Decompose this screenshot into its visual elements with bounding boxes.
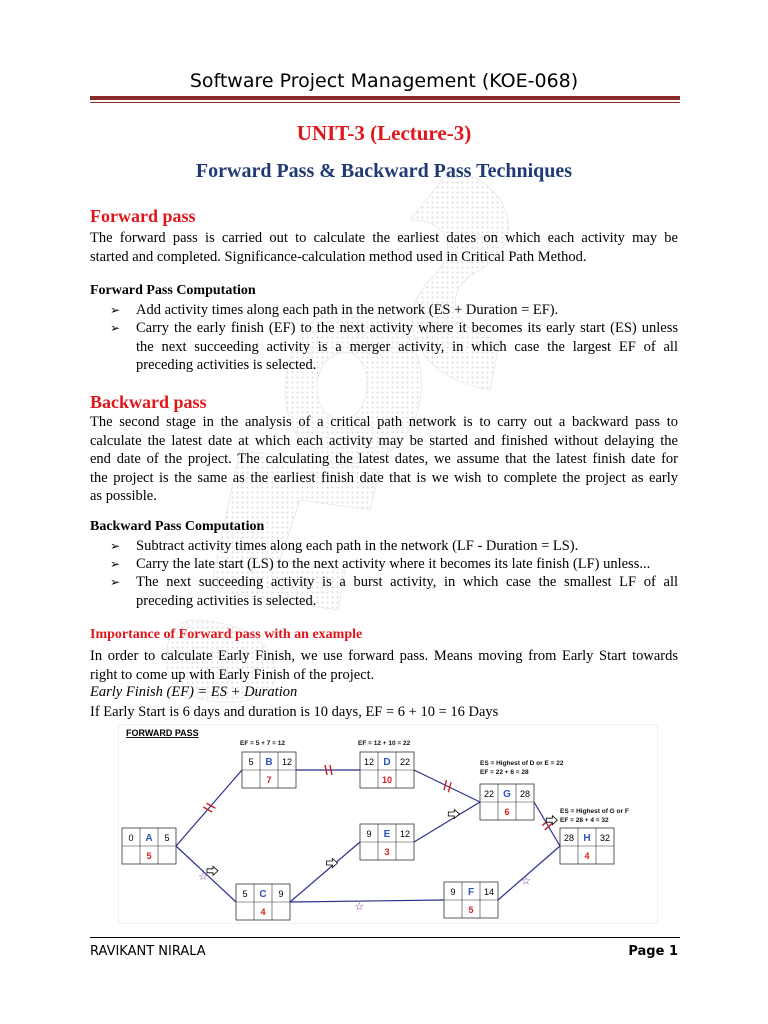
forward-computation-heading: Forward Pass Computation bbox=[90, 283, 256, 298]
node-f bbox=[444, 882, 498, 918]
backward-pass-paragraph bbox=[90, 413, 678, 506]
early-finish-formula: Early Finish (EF) = ES + Duration bbox=[90, 684, 298, 700]
note-g-ef: EF = 22 + 6 = 28 bbox=[480, 769, 529, 776]
header-rule-thin bbox=[90, 102, 680, 103]
star-icon: ☆ bbox=[520, 874, 531, 888]
paragraph-line: calculate the latest date at which each activity may be started and finished without delaying the bbox=[90, 432, 678, 449]
node-early-start: 0 bbox=[128, 833, 134, 843]
bullet-arrow-icon: ➢ bbox=[110, 575, 121, 589]
forward-pass-paragraph bbox=[90, 229, 678, 266]
node-early-start: 9 bbox=[450, 887, 456, 897]
node-duration: 5 bbox=[468, 905, 474, 915]
node-a bbox=[122, 828, 176, 864]
node-early-finish: 12 bbox=[399, 829, 411, 839]
node-early-finish: 32 bbox=[599, 833, 611, 843]
bullet-line: preceding activities is selected. bbox=[136, 357, 317, 373]
note-d: EF = 12 + 10 = 22 bbox=[358, 740, 411, 747]
bullet-line: Add activity times along each path in the network (ES + Duration = EF). bbox=[136, 302, 559, 318]
node-activity-letter: C bbox=[259, 889, 267, 900]
node-e bbox=[360, 824, 414, 860]
node-early-finish: 28 bbox=[519, 789, 531, 799]
node-duration: 4 bbox=[584, 851, 590, 861]
paragraph-line: right to come up with Early Finish of the project. bbox=[90, 666, 375, 683]
note-h-es: ES = Highest of G or F bbox=[560, 808, 629, 815]
bullet-arrow-icon: ➢ bbox=[110, 321, 121, 335]
header-rule-thick bbox=[90, 96, 680, 100]
node-duration: 4 bbox=[260, 907, 266, 917]
node-duration: 10 bbox=[381, 775, 393, 785]
backward-computation-heading: Backward Pass Computation bbox=[90, 519, 265, 534]
star-icon: ☆ bbox=[354, 900, 365, 914]
bullet-line: preceding activities is selected. bbox=[136, 592, 317, 609]
running-header: Software Project Management (KOE-068) bbox=[189, 70, 579, 92]
diagram-title: FORWARD PASS bbox=[126, 728, 199, 738]
node-activity-letter: D bbox=[383, 757, 391, 768]
footer-rule bbox=[90, 937, 680, 938]
bullet-line: The next succeeding activity is a burst activity, in which case the smallest LF of all bbox=[136, 574, 678, 590]
node-duration: 3 bbox=[384, 847, 390, 857]
node-activity-letter: G bbox=[503, 789, 511, 800]
paragraph-line: started and completed. Significance-calculation method used in Critical Path Method. bbox=[90, 248, 587, 265]
node-h bbox=[560, 828, 614, 864]
node-early-finish: 14 bbox=[483, 887, 495, 897]
node-early-start: 12 bbox=[363, 757, 375, 767]
node-duration: 7 bbox=[266, 775, 272, 785]
node-early-start: 28 bbox=[563, 833, 575, 843]
bullet-arrow-icon: ➢ bbox=[110, 557, 121, 571]
forward-pass-network-diagram bbox=[118, 724, 658, 924]
unit-title: UNIT-3 (Lecture-3) bbox=[296, 121, 472, 145]
node-b bbox=[242, 752, 296, 788]
example-sentence: If Early Start is 6 days and duration is 10 days, EF = 6 + 10 = 16 Days bbox=[90, 704, 499, 720]
footer-page-number: Page 1 bbox=[628, 944, 678, 959]
node-activity-letter: B bbox=[265, 757, 273, 768]
bullet-arrow-icon: ➢ bbox=[110, 303, 121, 317]
paragraph-line: The forward pass is carried out to calculate the earliest dates on which each activity may be bbox=[90, 230, 678, 246]
lecture-subtitle: Forward Pass & Backward Pass Techniques bbox=[195, 160, 573, 182]
paragraph-line: as possible. bbox=[90, 488, 157, 504]
bullet-line: Subtract activity times along each path in the network (LF - Duration = LS). bbox=[136, 538, 579, 554]
node-early-finish: 12 bbox=[281, 757, 293, 767]
node-early-start: 9 bbox=[366, 829, 372, 839]
backward-pass-heading: Backward pass bbox=[90, 392, 207, 412]
node-activity-letter: E bbox=[383, 829, 391, 840]
bullet-line: Carry the late start (LS) to the next activity where it becomes its late finish (LF) unless... bbox=[136, 556, 651, 572]
node-g bbox=[480, 784, 534, 820]
note-g-es: ES = Highest of D or E = 22 bbox=[480, 760, 564, 767]
bullet-arrow-icon: ➢ bbox=[110, 539, 121, 553]
node-early-start: 22 bbox=[483, 789, 495, 799]
node-d bbox=[360, 752, 414, 788]
paragraph-line: the project is the same as the earliest finish date that is we wish to complete the project as early bbox=[90, 469, 678, 486]
paragraph-line: end date of the project. The calculating the latest dates, we assume that the latest finish date for bbox=[90, 451, 678, 467]
importance-heading: Importance of Forward pass with an example bbox=[90, 627, 363, 642]
forward-pass-heading: Forward pass bbox=[90, 206, 196, 226]
paragraph-line: The second stage in the analysis of a critical path network is to carry out a backward pass to bbox=[90, 414, 678, 430]
paragraph-line: In order to calculate Early Finish, we use forward pass. Means moving from Early Start towards bbox=[90, 648, 678, 664]
node-duration: 6 bbox=[504, 807, 510, 817]
importance-paragraph bbox=[90, 647, 678, 684]
node-activity-letter: F bbox=[467, 887, 475, 898]
node-duration: 5 bbox=[146, 851, 152, 861]
node-early-finish: 22 bbox=[399, 757, 411, 767]
bullet-line: Carry the early finish (EF) to the next activity where it becomes its early start (ES) unless bbox=[136, 320, 678, 336]
star-icon: ☆ bbox=[198, 870, 208, 884]
note-h-ef: EF = 28 + 4 = 32 bbox=[560, 817, 609, 824]
node-early-start: 5 bbox=[242, 889, 248, 899]
footer-author: RAVIKANT NIRALA bbox=[90, 944, 206, 959]
bullet-line: the next succeeding activity is a merger activity, in which case the largest EF of all bbox=[136, 338, 678, 355]
node-activity-letter: A bbox=[145, 833, 153, 844]
node-early-start: 5 bbox=[248, 757, 254, 767]
node-activity-letter: H bbox=[583, 833, 591, 844]
note-b: EF = 5 + 7 = 12 bbox=[240, 740, 285, 747]
node-early-finish: 5 bbox=[164, 833, 170, 843]
node-c bbox=[236, 884, 290, 920]
node-early-finish: 9 bbox=[278, 889, 284, 899]
